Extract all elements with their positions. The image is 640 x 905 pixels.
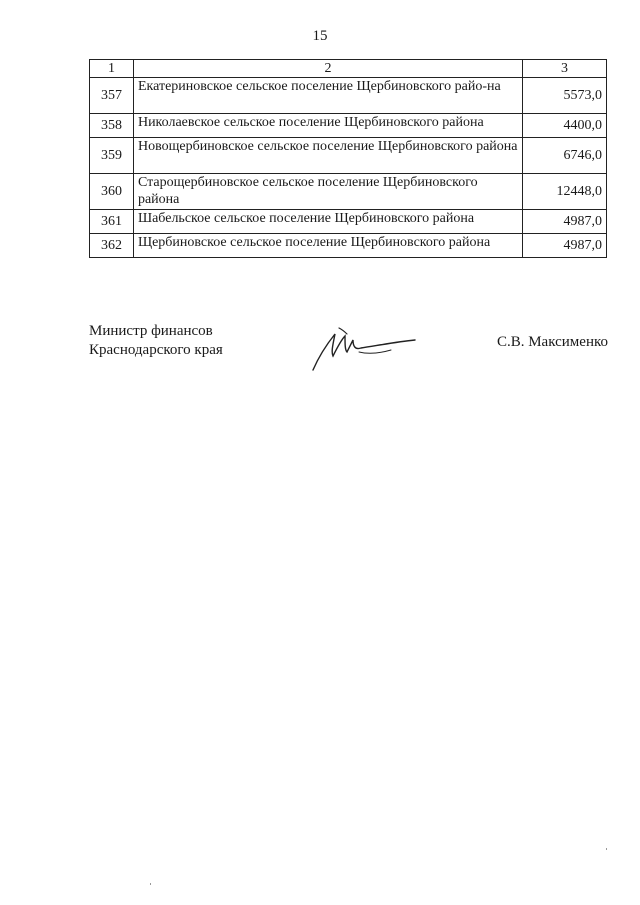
row-number: 357 bbox=[90, 78, 134, 114]
settlement-name: Старощербиновское сельское поселение Щербиновского района bbox=[133, 174, 522, 210]
table-row bbox=[90, 174, 607, 210]
amount-value: 5573,0 bbox=[523, 78, 607, 114]
scan-artifact bbox=[606, 848, 607, 850]
table-row bbox=[90, 138, 607, 174]
settlement-name: Новощербиновское сельское поселение Щербиновского района bbox=[133, 138, 522, 174]
amount-value: 4987,0 bbox=[523, 234, 607, 258]
row-number: 359 bbox=[90, 138, 134, 174]
table-header-row bbox=[90, 60, 607, 78]
settlement-name: Екатериновское сельское поселение Щербиновского райо-на bbox=[133, 78, 522, 114]
amount-value: 4400,0 bbox=[523, 114, 607, 138]
signatory-title bbox=[89, 322, 223, 360]
amount-value: 12448,0 bbox=[523, 174, 607, 210]
signatory-title-line1: Министр финансов bbox=[89, 323, 213, 339]
row-number: 362 bbox=[90, 234, 134, 258]
row-number: 360 bbox=[90, 174, 134, 210]
scan-artifact bbox=[150, 883, 151, 885]
amount-value: 4987,0 bbox=[523, 210, 607, 234]
table-row bbox=[90, 210, 607, 234]
allocation-table bbox=[89, 59, 607, 258]
column-header-amount: 3 bbox=[523, 60, 607, 78]
settlement-name: Шабельское сельское поселение Щербиновского района bbox=[133, 210, 522, 234]
table-row bbox=[90, 78, 607, 114]
settlement-name: Николаевское сельское поселение Щербиновского района bbox=[133, 114, 522, 138]
table-row bbox=[90, 114, 607, 138]
table-row bbox=[90, 234, 607, 258]
settlement-name: Щербиновское сельское поселение Щербиновского района bbox=[133, 234, 522, 258]
signatory-title-line2: Краснодарского края bbox=[89, 342, 223, 358]
page-number: 15 bbox=[312, 28, 328, 44]
row-number: 358 bbox=[90, 114, 134, 138]
row-number: 361 bbox=[90, 210, 134, 234]
amount-value: 6746,0 bbox=[523, 138, 607, 174]
column-header-name: 2 bbox=[133, 60, 522, 78]
column-header-number: 1 bbox=[90, 60, 134, 78]
handwritten-signature-icon bbox=[305, 322, 425, 378]
signatory-name: С.В. Максименко bbox=[496, 334, 608, 350]
